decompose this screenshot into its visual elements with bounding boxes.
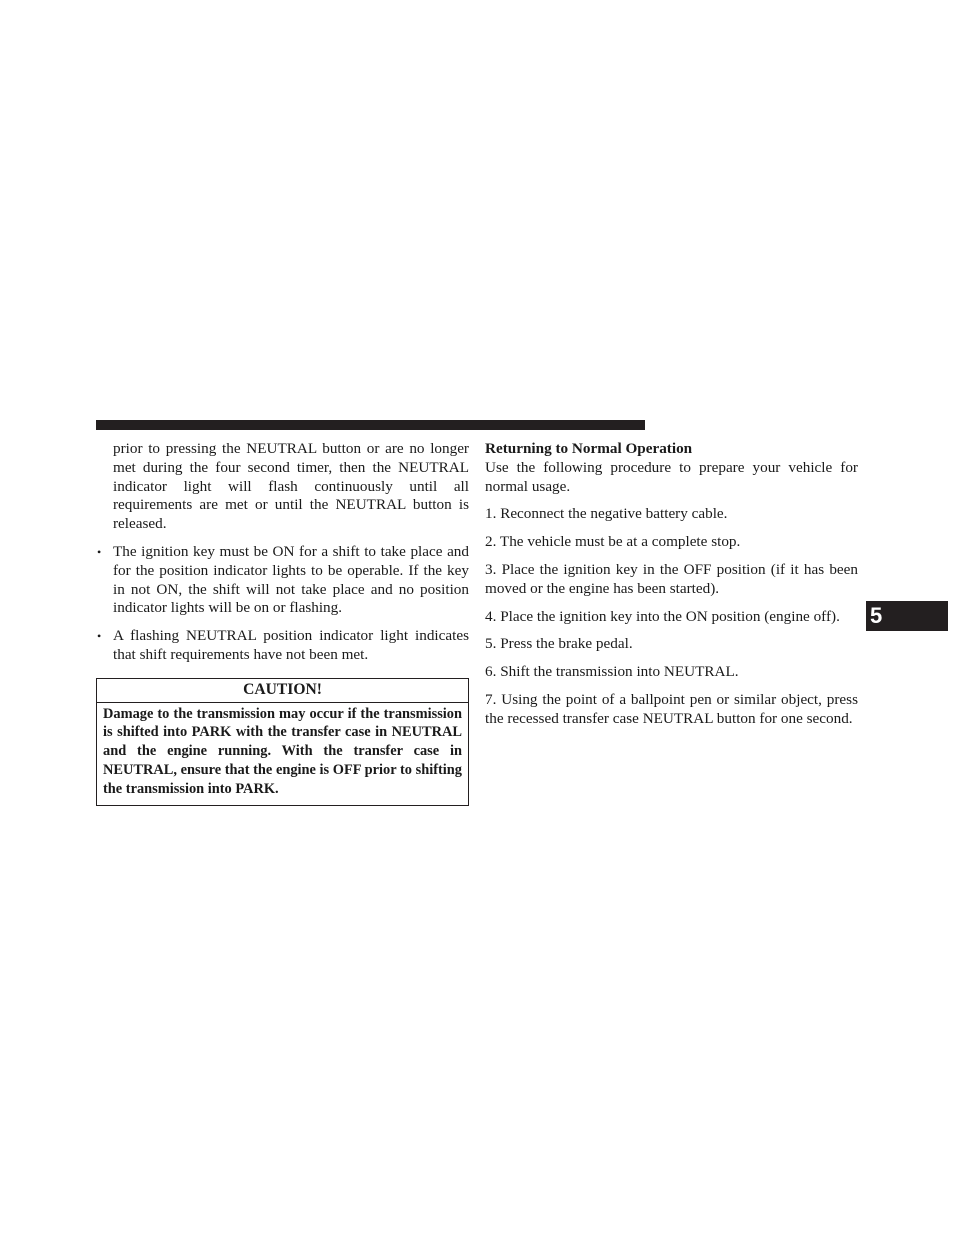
header-rule: [96, 420, 645, 430]
chapter-tab: 5: [866, 601, 948, 631]
section-heading: Returning to Normal Operation: [485, 440, 693, 457]
bullet-item: [96, 543, 469, 618]
left-column: [96, 440, 469, 806]
procedure-step: 4. Place the ignition key into the ON position (engine off).: [485, 607, 840, 625]
procedure-step: 6. Shift the transmission into NEUTRAL.: [485, 663, 739, 681]
procedure-step: 2. The vehicle must be at a complete stop.: [485, 533, 741, 551]
procedure-step: 3. Place the ignition key in the OFF position (if it has been moved or the engine has been started).: [485, 560, 858, 597]
bullet-text: The ignition key must be ON for a shift to take place and for the position indicator lights to be operable. If the key in not ON, the shift will not take place and no position indicator lights will be on or flashing.: [113, 542, 469, 617]
continuation-paragraph: prior to pressing the NEUTRAL button or are no longer met during the four second timer, then the NEUTRAL indicator light will flash continuously until all requirements are met or until the NEUTRAL button is released.: [113, 440, 469, 533]
intro-paragraph: Use the following procedure to prepare your vehicle for normal usage.: [485, 458, 858, 495]
caution-box: [96, 678, 469, 806]
procedure-step: 5. Press the brake pedal.: [485, 635, 633, 653]
right-column: [485, 440, 858, 738]
procedure-step: 7. Using the point of a ballpoint pen or similar object, press the recessed transfer case NEUTRAL button for one second.: [485, 690, 858, 727]
bullet-item: [96, 627, 469, 665]
bullet-text: A flashing NEUTRAL position indicator light indicates that shift requirements have not been met.: [113, 627, 469, 663]
bullet-icon: •: [97, 544, 102, 559]
procedure-step: 1. Reconnect the negative battery cable.: [485, 505, 728, 523]
caution-title: CAUTION!: [97, 679, 468, 703]
bullet-icon: •: [97, 629, 102, 644]
caution-body: Damage to the transmission may occur if the transmission is shifted into PARK with the transfer case in NEUTRAL and the engine running. With the transfer case in NEUTRAL, ensure that the engine is OFF prior to shifting the transmission into PARK.: [103, 705, 462, 797]
